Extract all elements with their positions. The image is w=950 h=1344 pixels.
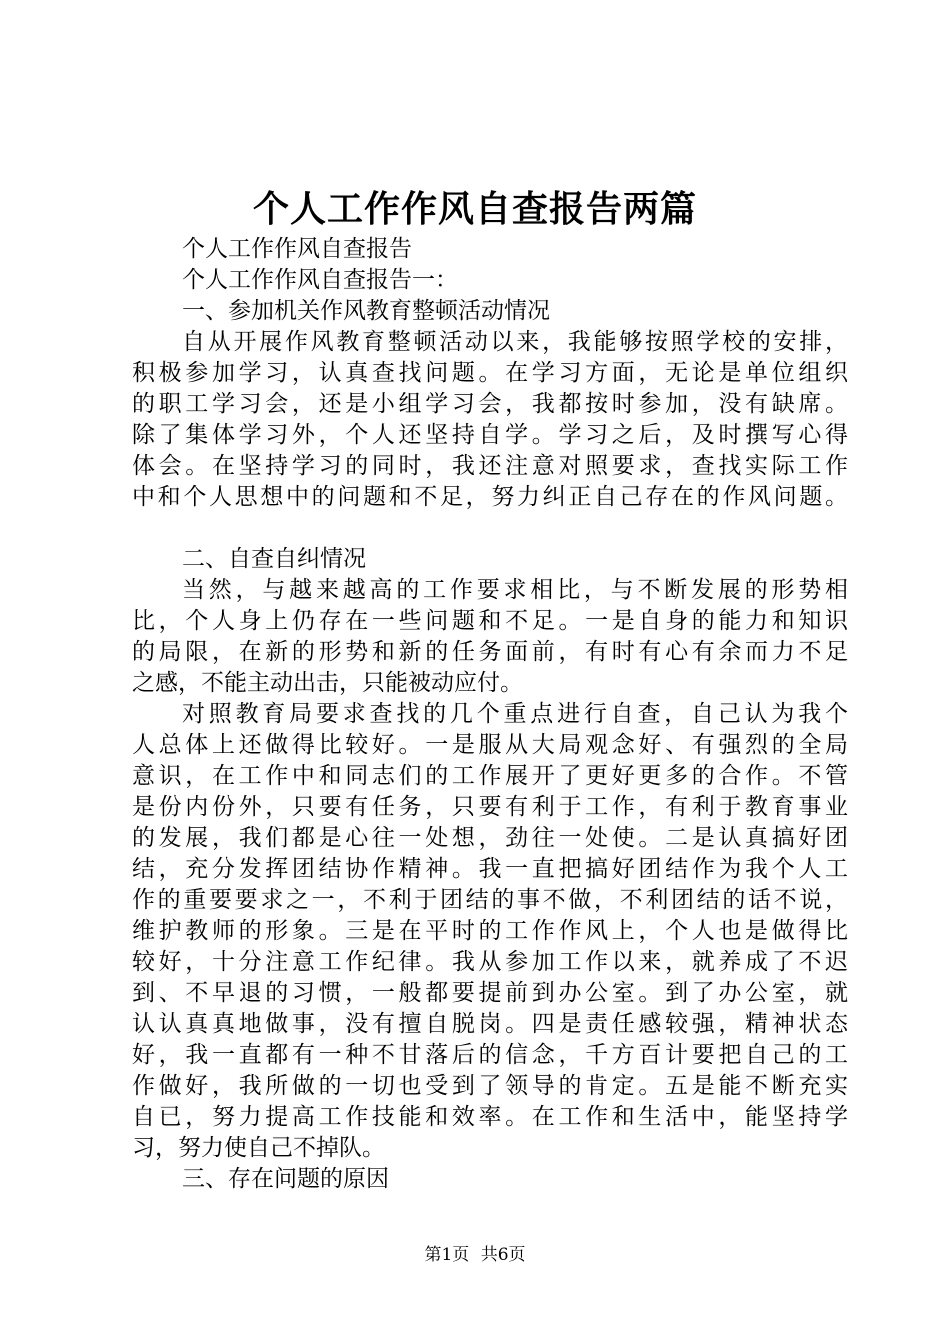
body-line: 自已，努力提高工作技能和效率。在工作和生活中，能坚持学 bbox=[132, 1104, 848, 1130]
body-line: 的职工学习会，还是小组学习会，我都按时参加，没有缺席。 bbox=[132, 391, 848, 417]
body-line: 当然，与越来越高的工作要求相比，与不断发展的形势相 bbox=[182, 577, 848, 603]
body-line: 自从开展作风教育整顿活动以来，我能够按照学校的安排， bbox=[182, 329, 848, 355]
body-line: 个人工作作风自查报告一： bbox=[182, 267, 458, 293]
page-footer bbox=[0, 1243, 950, 1267]
page-total: 共6页 bbox=[480, 1245, 526, 1265]
body-line: 一、参加机关作风教育整顿活动情况 bbox=[182, 298, 550, 324]
body-line: 比，个人身上仍存在一些问题和不足。一是自身的能力和知识 bbox=[132, 608, 848, 634]
body-line: 体会。在坚持学习的同时，我还注意对照要求，查找实际工作 bbox=[132, 453, 848, 479]
body-line: 结，充分发挥团结协作精神。我一直把搞好团结作为我个人工 bbox=[132, 856, 848, 882]
document-body bbox=[132, 234, 848, 1195]
document-title: 个人工作作风自查报告两篇 bbox=[252, 188, 697, 230]
body-line: 三、存在问题的原因 bbox=[182, 1166, 389, 1192]
body-line: 到、不早退的习惯，一般都要提前到办公室。到了办公室，就 bbox=[132, 980, 848, 1006]
body-line: 是份内份外，只要有任务，只要有利于工作，有利于教育事业 bbox=[132, 794, 848, 820]
body-line: 二、自查自纠情况 bbox=[182, 546, 366, 572]
body-line: 作的重要要求之一，不利于团结的事不做，不利团结的话不说， bbox=[132, 887, 848, 913]
body-line: 的局限，在新的形势和新的任务面前，有时有心有余而力不足 bbox=[132, 639, 848, 665]
body-line: 人总体上还做得比较好。一是服从大局观念好、有强烈的全局 bbox=[132, 732, 848, 758]
body-line: 之感，不能主动出击，只能被动应付。 bbox=[132, 670, 523, 696]
body-line: 好，我一直都有一种不甘落后的信念，千方百计要把自己的工 bbox=[132, 1042, 848, 1068]
body-line: 对照教育局要求查找的几个重点进行自查，自己认为我个 bbox=[182, 701, 848, 727]
body-line: 除了集体学习外，个人还坚持自学。学习之后，及时撰写心得 bbox=[132, 422, 848, 448]
body-line: 认认真真地做事，没有擅自脱岗。四是责任感较强，精神状态 bbox=[132, 1011, 848, 1037]
body-line: 作做好，我所做的一切也受到了领导的肯定。五是能不断充实 bbox=[132, 1073, 848, 1099]
body-line: 习，努力使自己不掉队。 bbox=[132, 1135, 385, 1161]
blank-line bbox=[132, 513, 848, 544]
body-line: 维护教师的形象。三是在平时的工作作风上，个人也是做得比 bbox=[132, 918, 848, 944]
page-number: 第1页 bbox=[424, 1245, 470, 1265]
body-line: 中和个人思想中的问题和不足，努力纠正自己存在的作风问题。 bbox=[132, 484, 848, 510]
body-line: 个人工作作风自查报告 bbox=[182, 236, 412, 262]
body-line: 积极参加学习，认真查找问题。在学习方面，无论是单位组织 bbox=[132, 360, 848, 386]
body-line: 较好，十分注意工作纪律。我从参加工作以来，就养成了不迟 bbox=[132, 949, 848, 975]
body-line: 意识，在工作中和同志们的工作展开了更好更多的合作。不管 bbox=[132, 763, 848, 789]
body-line: 的发展，我们都是心往一处想，劲往一处使。二是认真搞好团 bbox=[132, 825, 848, 851]
